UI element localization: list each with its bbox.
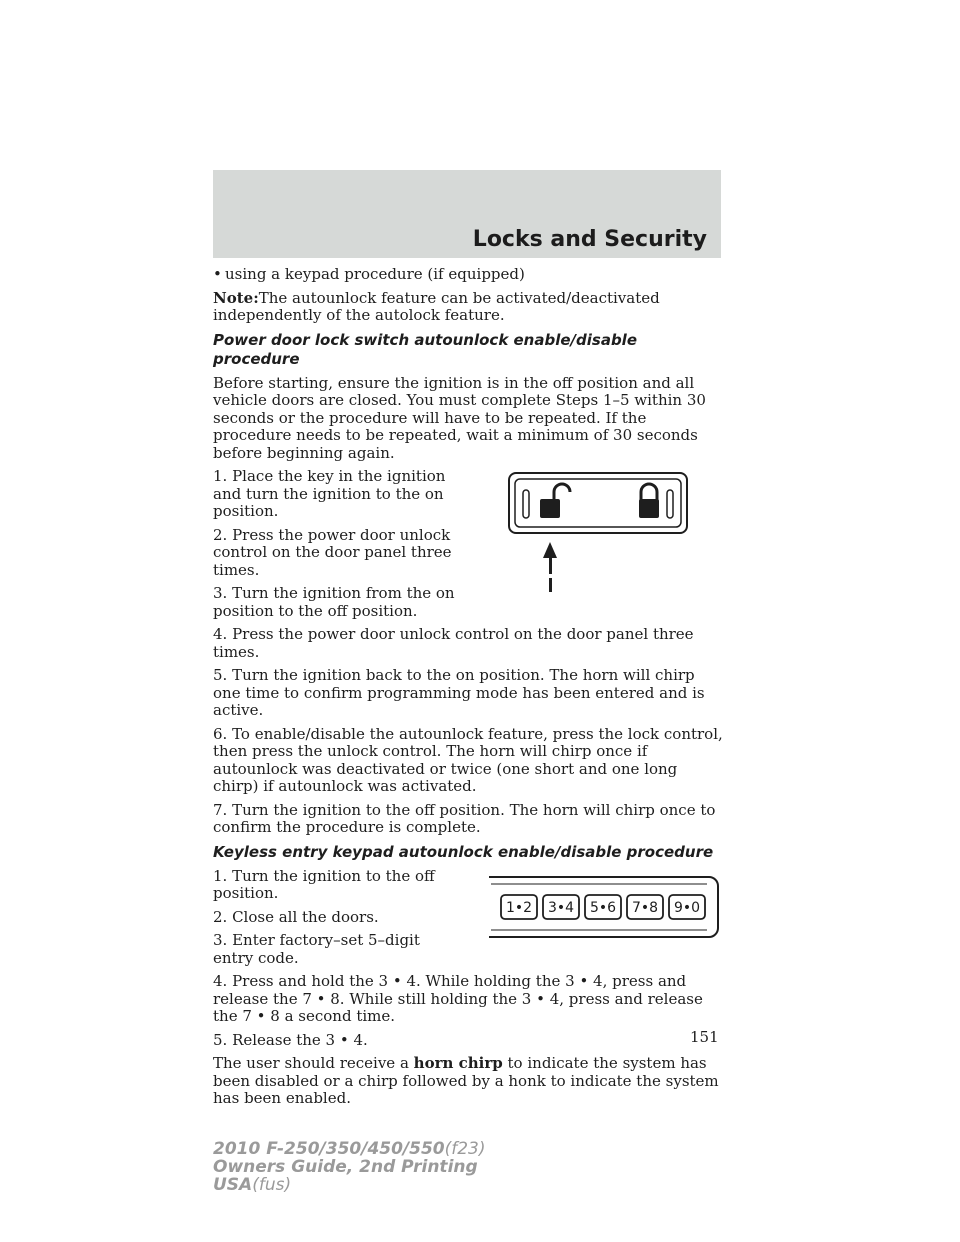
step: 2. Close all the doors. [213, 907, 379, 926]
step: 5. Turn the ignition back to the on position. The horn will chirp one time to confirm programming mode has been entered and is active. [213, 666, 705, 719]
step: 2. Press the power door unlock control on the door panel three times. [213, 525, 452, 579]
door-lock-switch-illustration [508, 472, 688, 600]
bullet-item: • using a keypad procedure (if equipped) [213, 265, 525, 283]
step: 4. Press the power door unlock control on the door panel three times. [213, 625, 694, 661]
procedure-intro: Before starting, ensure the ignition is in the off position and all vehicle doors are closed. You must complete Steps 1–5 within 30 seconds or the procedure will have to be repeated. If the procedure needs to be repeated, wait a minimum of 30 seconds before beginning again. [213, 373, 706, 462]
unlock-icon [540, 484, 570, 518]
keypad-button-label: 9•0 [673, 899, 701, 916]
note-text: The autounlock feature can be activated/deactivated independently of the autolock feature. [213, 288, 660, 324]
document-footer: 2010 F-250/350/450/550(f23) Owners Guide, 2nd Printing USA(fus) [213, 1139, 486, 1195]
section-title: Locks and Security [472, 227, 707, 252]
horn-chirp-emphasis: horn chirp [413, 1054, 503, 1072]
step: 3. Turn the ignition from the on position to the off position. [213, 584, 455, 620]
step: 4. Press and hold the 3 • 4. While holding the 3 • 4, press and release the 7 • 8. While still holding the 3 • 4, press and release the 7 • 8 a second time. [213, 972, 703, 1025]
closing-paragraph: The user should receive a horn chirp to indicate the system has been disabled or a chirp followed by a honk to indicate the system has been enabled. [213, 1054, 719, 1107]
note-label: Note: [213, 288, 259, 307]
section-heading-keypad: Keyless entry keypad autounlock enable/disable procedure [213, 842, 714, 861]
switch-figure-row [213, 468, 723, 620]
keypad-button-label: 7•8 [631, 899, 659, 916]
step: 6. To enable/disable the autounlock feature, press the lock control, then press the unlock control. The horn will chirp once if autounlock was deactivated or twice (one short and one long chirp) if autounlock was activated. [213, 724, 723, 795]
step: 1. Place the key in the ignition and turn the ignition to the on position. [213, 467, 446, 520]
step: 7. Turn the ignition to the off position. The horn will chirp once to confirm the procedure is complete. [213, 800, 716, 836]
step: 5. Release the 3 • 4. [213, 1030, 368, 1049]
step: 3. Enter factory–set 5–digit entry code. [213, 931, 420, 967]
keypad-button-label: 5•6 [589, 899, 617, 916]
keypad-button-label: 3•4 [547, 899, 575, 916]
page-content [213, 266, 723, 1114]
section-heading-power-door: Power door lock switch autounlock enable/disable procedure [213, 330, 637, 368]
step: 1. Turn the ignition to the off position. [213, 866, 435, 902]
note-paragraph [213, 290, 723, 325]
bullet-icon: • [213, 265, 222, 283]
keypad-button-label: 1•2 [505, 899, 533, 916]
lock-icon [639, 484, 659, 518]
pointer-arrow-icon [543, 542, 557, 592]
page-number: 151 [690, 1028, 719, 1046]
keyless-keypad-illustration [479, 874, 719, 940]
section-header-bar [213, 170, 721, 258]
keypad-figure-row [213, 868, 723, 968]
